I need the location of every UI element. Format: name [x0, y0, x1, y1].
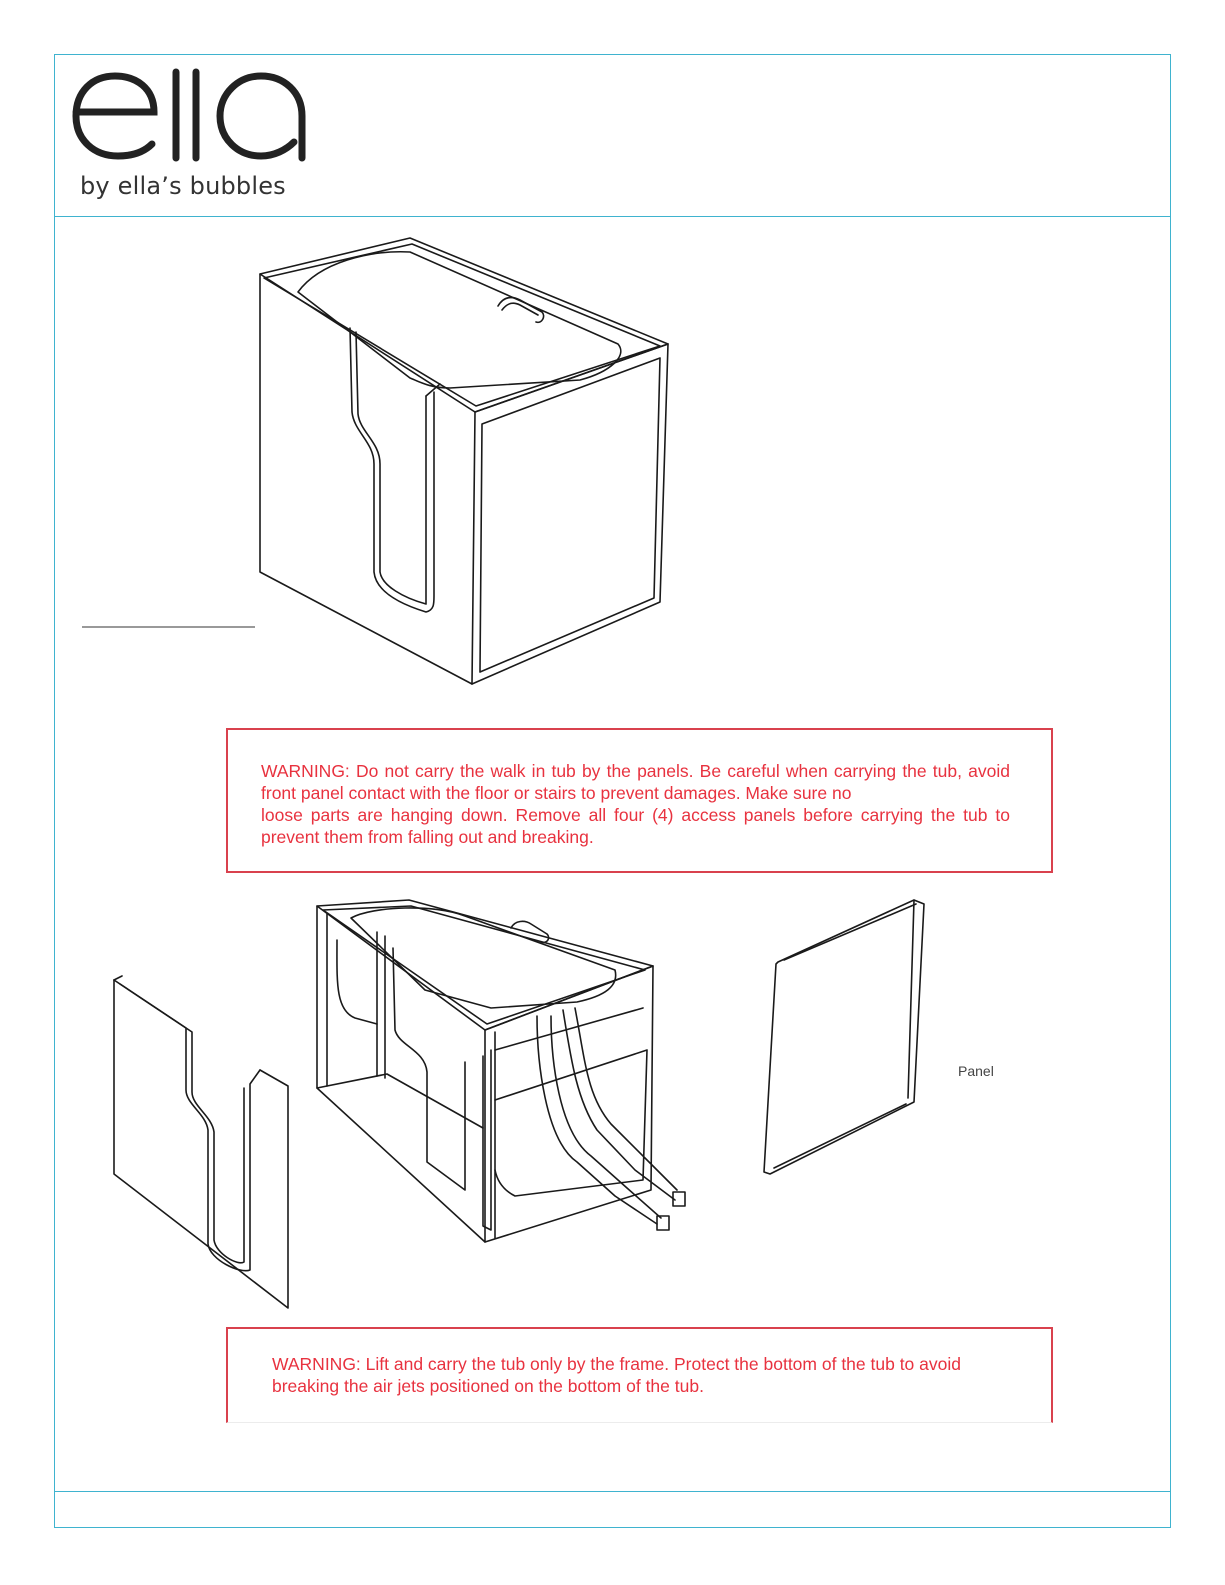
warning-text-1b: loose parts are hanging down. Remove all four (4) access panels before carrying the tub to prevent them from falling out and breaking.	[261, 805, 1010, 847]
brand-logo	[68, 64, 328, 204]
side-panel-illustration	[760, 898, 940, 1188]
assembled-tub-illustration	[250, 232, 680, 702]
warning-text-2: WARNING: Lift and carry the tub only by the frame. Protect the bottom of the tub to avoid breaking the air jets positioned on the bottom of the tub.	[272, 1354, 961, 1396]
header-divider	[54, 216, 1171, 217]
tub-frame-illustration	[315, 900, 695, 1260]
ella-wordmark	[68, 64, 328, 164]
callout-line	[82, 626, 255, 628]
front-panel-illustration	[110, 974, 295, 1324]
warning-text-1a: WARNING: Do not carry the walk in tub by the panels. Be careful when carrying the tub, avoid front panel contact with the floor or stairs to prevent damages. Make sure no	[261, 761, 1010, 803]
footer-divider	[54, 1491, 1171, 1492]
panel-label: Panel	[958, 1063, 994, 1079]
warning-box-panels	[226, 728, 1053, 873]
brand-tagline: by ella’s bubbles	[80, 172, 286, 200]
warning-box-frame	[226, 1327, 1053, 1423]
